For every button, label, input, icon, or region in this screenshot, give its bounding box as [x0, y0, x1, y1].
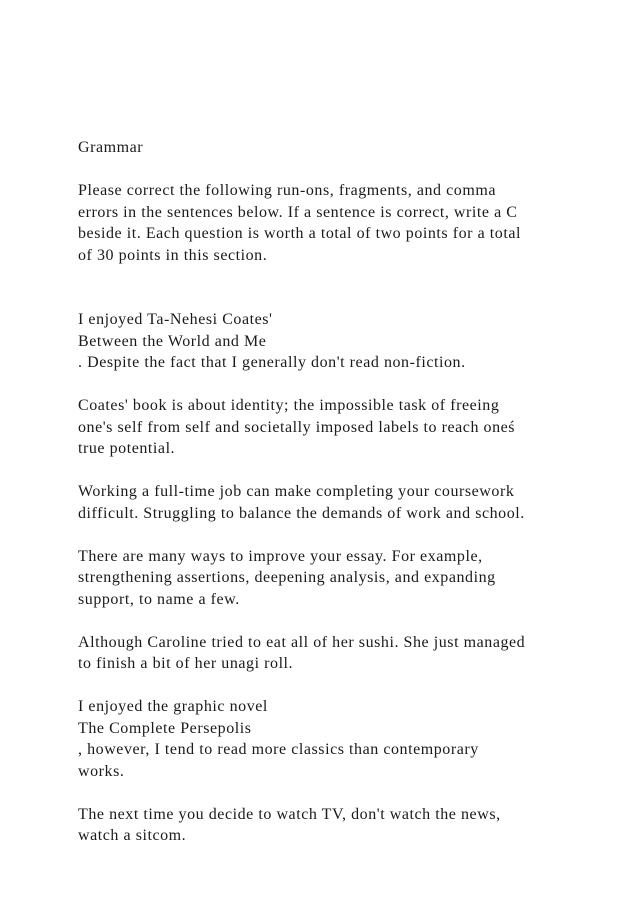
spacer: [78, 266, 618, 309]
sentence-line: watch a sitcom.: [78, 827, 187, 844]
sentence-line: Working a full-time job can make completing your coursework: [78, 483, 515, 500]
sentence-item-3: [78, 481, 618, 524]
spacer: [78, 374, 618, 396]
sentence-line: I enjoyed the graphic novel: [78, 698, 268, 715]
sentence-line: . Despite the fact that I generally don't read non-fiction.: [78, 354, 466, 371]
spacer: [78, 782, 618, 804]
sentence-line: The next time you decide to watch TV, don't watch the news,: [78, 805, 501, 823]
instructions-line: of 30 points in this section.: [78, 246, 268, 264]
sentence-line: strengthening assertions, deepening analysis, and expanding: [78, 569, 496, 586]
sentence-line: , however, I tend to read more classics than contemporary: [78, 741, 479, 758]
spacer: [78, 460, 618, 482]
sentence-line: true potential.: [78, 440, 176, 457]
sentence-line: one's self from self and societally imposed labels to reach oneś: [78, 418, 516, 436]
sentence-item-5: [78, 632, 618, 675]
instructions-paragraph: [78, 180, 618, 266]
document-body: [78, 137, 618, 847]
sentence-line: Although Caroline tried to eat all of her sushi. She just managed: [78, 633, 526, 651]
instructions-line: beside it. Each question is worth a total of two points for a total: [78, 225, 521, 242]
page-title: Grammar: [78, 139, 144, 156]
sentence-item-4: [78, 546, 618, 611]
sentence-line: I enjoyed Ta-Nehesi Coates': [78, 311, 273, 328]
sentence-line: to finish a bit of her unagi roll.: [78, 655, 294, 672]
sentence-item-1: [78, 309, 618, 374]
sentence-line: works.: [78, 762, 125, 780]
sentence-line: There are many ways to improve your essay. For example,: [78, 547, 483, 565]
sentence-item-2: [78, 395, 618, 460]
spacer: [78, 159, 618, 181]
spacer: [78, 610, 618, 632]
sentence-item-7: [78, 804, 618, 847]
sentence-line: Coates' book is about identity; the impossible task of freeing: [78, 397, 500, 414]
sentence-line: difficult. Struggling to balance the demands of work and school.: [78, 504, 525, 522]
instructions-line: Please correct the following run-ons, fragments, and comma: [78, 182, 497, 199]
sentence-line: support, to name a few.: [78, 590, 240, 608]
sentence-item-6: [78, 696, 618, 782]
instructions-line: errors in the sentences below. If a sentence is correct, write a C: [78, 203, 518, 221]
book-title-line: The Complete Persepolis: [78, 719, 252, 737]
spacer: [78, 524, 618, 546]
spacer: [78, 675, 618, 697]
book-title-line: Between the World and Me: [78, 332, 267, 350]
